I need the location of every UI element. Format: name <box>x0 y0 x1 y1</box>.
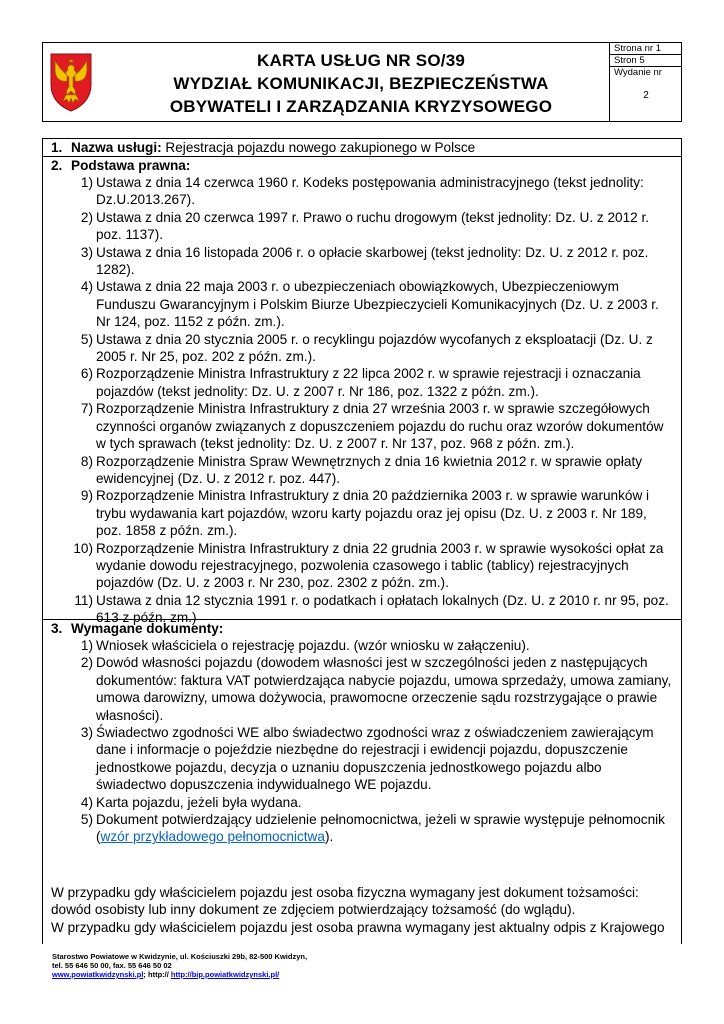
list-item: 8) Rozporządzenie Ministra Spraw Wewnętrznych z dnia 16 kwietnia 2012 r. w sprawie opłaty ewidencyjnej (Dz. U. z 2012 r. poz. 447). <box>80 453 643 486</box>
list-item: 3) Świadectwo zgodności WE albo świadectwo zgodności wraz z oświadczeniem zawierającym dane i informacje o pojeździe niezbędne do rejestracji i ewidencji pojazdu, dopuszczenie jednostkowe pojazdu, decyzja o uznaniu dopuszczenia jednostkowego pojazdu albo świadectwo dopuszczenia indywidualnego WE pojazdu. <box>80 725 654 793</box>
website-link[interactable]: www.powiatkwidzynski.pl <box>52 970 144 979</box>
list-item: 1) Ustawa z dnia 14 czerwca 1960 r. Kodeks postępowania administracyjnego (tekst jednolity: Dz.U.2013.267). <box>80 175 644 208</box>
list-item: 4) Karta pojazdu, jeżeli była wydana. <box>80 794 302 810</box>
title-line-2: WYDZIAŁ KOMUNIKACJI, BEZPIECZEŃSTWA <box>173 74 549 93</box>
list-item: 5) Ustawa z dnia 20 stycznia 2005 r. o recyklingu pojazdów wycofanych z eksploatacji (Dz. U. z 2005 r. Nr 25, poz. 202 z późn. zm.). <box>80 331 653 365</box>
footer-separator: ; http:// <box>143 970 171 979</box>
required-documents-list <box>43 637 681 846</box>
footer-phone: tel. 55 646 50 00, fax. 55 646 50 02 <box>52 961 172 970</box>
section-required-documents <box>43 620 681 945</box>
legal-person-note: W przypadku gdy właścicielem pojazdu jest osoba prawna wymagany jest aktualny odpis z Krajowego <box>51 920 665 935</box>
power-of-attorney-template-link[interactable]: wzór przykładowego pełnomocnictwa <box>100 829 325 845</box>
natural-person-note: W przypadku gdy właścicielem pojazdu jest osoba fizyczna wymagany jest dokument tożsamości: dowód osobisty lub inny dokument ze zdjęciem potwierdzający tożsamość (do wglądu). <box>51 885 639 918</box>
section-number: 3. <box>51 621 63 636</box>
page-count: Stron 5 <box>610 55 682 67</box>
content-box <box>42 138 682 944</box>
page-number: Strona nr 1 <box>610 43 682 55</box>
list-item: 1) Wniosek właściciela o rejestrację pojazdu. (wzór wniosku w załączeniu). <box>80 638 530 653</box>
bip-link[interactable]: http://bip.powiatkwidzynski.pl/ <box>170 970 280 979</box>
page-footer <box>52 952 652 979</box>
list-item: 11) Ustawa z dnia 12 stycznia 1991 r. o podatkach i opłatach lokalnych (Dz. U. z 2010 r. nr 95, poz. 613 z późn. zm.) <box>74 592 669 626</box>
section-label: Nazwa usługi: <box>71 140 162 155</box>
list-item: 3) Ustawa z dnia 16 listopada 2006 r. o opłacie skarbowej (tekst jednolity: Dz. U. z 2012 r. poz. 1282). <box>80 244 649 278</box>
list-item: 4) Ustawa z dnia 22 maja 2003 r. o ubezpieczeniach obowiązkowych, Ubezpieczeniowym Funduszu Gwarancyjnym i Polskim Biurze Ubezpieczycieli Komunikacyjnych (Dz. U. z 2003 r. Nr 124, poz. 1152 z późn. zm.). <box>80 279 659 330</box>
service-name-value: Rejestracja pojazdu nowego zakupionego w Polsce <box>161 140 476 155</box>
list-item: 9) Rozporządzenie Ministra Infrastruktury z dnia 20 października 2003 r. w sprawie warunków i trybu wydawania kart pojazdów, wzoru karty pojazdu oraz jej opisu (Dz. U. z 2003 r. Nr 189, poz. 1858 z późn. zm.). <box>80 488 650 539</box>
list-item: 2) Dowód własności pojazdu (dowodem własności jest w szczególności jeden z następujących dokumentów: faktura VAT potwierdzająca nabycie pojazdu, umowa sprzedaży, umowa zamiany, umowa darowizny, umowa dożywocia, prawomocne orzeczenie sądu rozstrzygające o prawie własności). <box>80 655 672 723</box>
edition-value: 2 <box>643 90 649 101</box>
section-number: 2. <box>51 158 63 173</box>
title-line-3: OBYWATELI I ZARZĄDZANIA KRYZYSOWEGO <box>169 97 553 116</box>
document-title <box>137 49 585 118</box>
section-heading: Podstawa prawna: <box>71 158 191 173</box>
coat-of-arms-eagle-icon <box>48 51 94 113</box>
list-item: 10) Rozporządzenie Ministra Infrastruktury z dnia 22 grudnia 2003 r. w sprawie wysokości opłat za wydanie dowodu rejestracyjnego, pozwolenia czasowego i tablic (tablicy) rejestracyjnych pojazdów (Dz. U. z 2003 r. Nr 230, poz. 2302 z późn. zm.). <box>73 540 664 591</box>
list-item: 5) Dokument potwierdzający udzielenie pełnomocnictwa, jeżeli w sprawie występuje pełnomocnik (wzór przykładowego pełnomocnictwa). <box>80 812 665 845</box>
document-header <box>42 42 682 122</box>
legal-basis-list <box>43 174 681 627</box>
edition-label: Wydanie nr <box>614 67 662 78</box>
section-heading: Wymagane dokumenty: <box>71 621 224 636</box>
list-item: 6) Rozporządzenie Ministra Infrastruktury z 22 lipca 2002 r. w sprawie rejestracji i oznaczania pojazdów (tekst jednolity: Dz. U. z 2007 r. Nr 186, poz. 1322 z późn. zm.). <box>80 366 641 399</box>
footer-address: Starostwo Powiatowe w Kwidzynie, ul. Kościuszki 29b, 82-500 Kwidzyn, <box>52 952 308 961</box>
title-line-1: KARTA USŁUG NR SO/39 <box>256 51 466 70</box>
page-meta-box <box>609 43 682 121</box>
list-item: 2) Ustawa z dnia 20 czerwca 1997 r. Prawo o ruchu drogowym (tekst jednolity: Dz. U. z 2012 r. poz. 1137). <box>80 209 650 243</box>
section-number: 1. <box>51 140 63 155</box>
section-legal-basis <box>43 157 681 626</box>
section-service-name <box>43 139 681 157</box>
logo <box>43 43 99 121</box>
list-item: 7) Rozporządzenie Ministra Infrastruktury z dnia 27 września 2003 r. w sprawie szczegółowych czynności organów związanych z dopuszczeniem pojazdu do ruchu oraz wzorów dokumentów w tych sprawach (tekst jednolity: Dz. U. z 2007 r. Nr 137, poz. 968 z późn. zm.). <box>80 401 664 452</box>
